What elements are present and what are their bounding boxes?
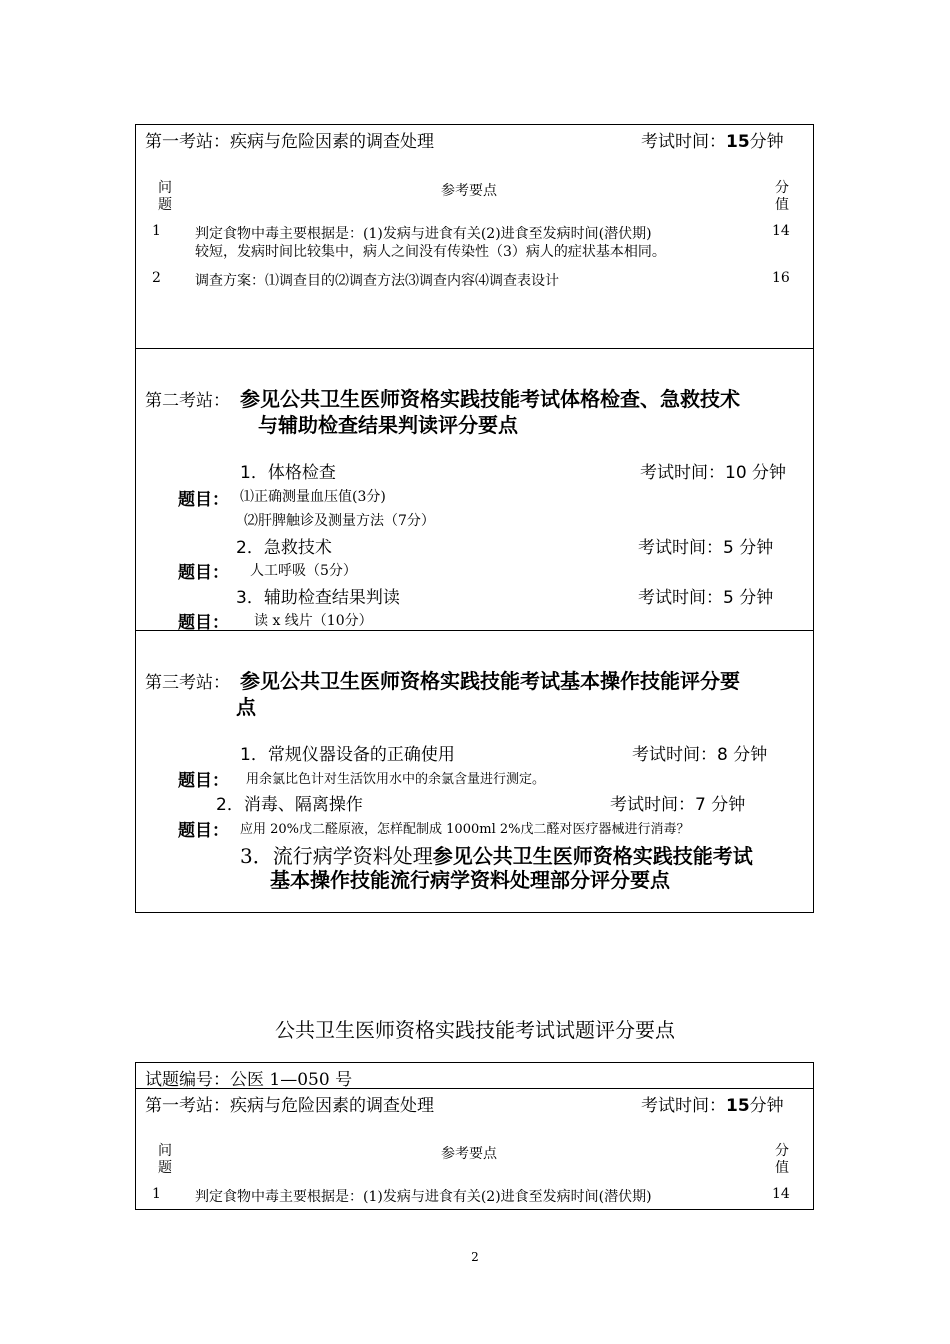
station3-title-line2: 点 [236, 695, 256, 719]
section2-time-label: 考试时间： [641, 1096, 726, 1116]
section2-col-question: 问 题 [158, 1143, 172, 1176]
station1-row2-no: 2 [152, 270, 161, 286]
section2-col-reference: 参考要点 [441, 1146, 497, 1162]
section2-time [641, 1091, 784, 1116]
station2-item1-topic2: ⑵肝脾触诊及测量方法（7分） [244, 513, 435, 529]
station1-col-reference: 参考要点 [441, 183, 497, 199]
station1-title: 第一考站：疾病与危险因素的调查处理 [145, 132, 434, 152]
station2-title-line1: 参见公共卫生医师资格实践技能考试体格检查、急救技术 [240, 387, 740, 411]
station3-item1-topic: 用余氯比色计对生活饮用水中的余氯含量进行测定。 [246, 772, 546, 787]
station3-item2-heading: 2．消毒、隔离操作 [216, 795, 363, 815]
station2-item3-heading: 3．辅助检查结果判读 [236, 588, 400, 608]
station3-item1-time: 考试时间：8 分钟 [632, 745, 768, 765]
section2-row1-text: 判定食物中毒主要根据是：(1)发病与进食有关(2)进食至发病时间(潜伏期) [195, 1189, 652, 1205]
section2-heading: 公共卫生医师资格实践技能考试试题评分要点 [275, 1018, 675, 1042]
station1-time [641, 127, 784, 152]
station2-item2-topic-label: 题目： [178, 563, 229, 583]
station1-row1-text-line1: 判定食物中毒主要根据是：(1)发病与进食有关(2)进食至发病时间(潜伏期) [195, 226, 652, 242]
station2-item3-topic-label: 题目： [178, 613, 229, 633]
station1-col-question: 问 题 [158, 180, 172, 213]
section2-exam-no-value: 公医 1—050 号 [230, 1070, 353, 1090]
station3-item1-heading: 1．常规仪器设备的正确使用 [240, 745, 455, 765]
station2-prefix: 第二考站： [145, 391, 230, 411]
station1-row2-text: 调查方案：⑴调查目的⑵调查方法⑶调查内容⑷调查表设计 [195, 273, 559, 289]
station2-item2-time: 考试时间：5 分钟 [638, 538, 774, 558]
station3-item1-topic-label: 题目： [178, 771, 229, 791]
station3-prefix: 第三考站： [145, 673, 230, 693]
station2-item1-topic-label: 题目： [178, 490, 229, 510]
station2-item1-heading: 1．体格检查 [240, 463, 336, 483]
station2-item2-topic: 人工呼吸（5分） [250, 563, 357, 579]
section2-row1-no: 1 [152, 1186, 161, 1202]
section2-time-unit: 分钟 [749, 1096, 784, 1116]
section2-col-score: 分 值 [775, 1143, 789, 1176]
station1-row1-no: 1 [152, 223, 161, 239]
station1-row2-score: 16 [772, 270, 790, 286]
section2-station-title: 第一考站：疾病与危险因素的调查处理 [145, 1096, 434, 1116]
section2-exam-no-label: 试题编号： [145, 1070, 230, 1090]
station1-time-unit: 分钟 [749, 132, 784, 152]
station1-time-value: 15 [726, 132, 750, 152]
station2-item1-time: 考试时间：10 分钟 [640, 463, 787, 483]
section2-time-value: 15 [726, 1096, 750, 1116]
station3-item2-topic-label: 题目： [178, 821, 229, 841]
station2-item1-topic1: ⑴正确测量血压值(3分) [240, 489, 386, 505]
station3-item3-bold-line2: 基本操作技能流行病学资料处理部分评分要点 [270, 868, 670, 892]
station2-title-line2: 与辅助检查结果判读评分要点 [258, 413, 518, 437]
station2-item2-heading: 2．急救技术 [236, 538, 332, 558]
station1-col-score: 分 值 [775, 180, 789, 213]
station3-item2-topic: 应用 20%戊二醛原液，怎样配制成 1000ml 2%戊二醛对医疗器械进行消毒？ [240, 822, 690, 837]
station1-row1-text-line2: 较短，发病时间比较集中，病人之间没有传染性（3）病人的症状基本相同。 [195, 244, 666, 260]
page-number: 2 [471, 1250, 479, 1264]
station3-item3-prefix: 3．流行病学资料处理 [240, 844, 433, 868]
station2-item3-time: 考试时间：5 分钟 [638, 588, 774, 608]
divider-station2-3 [135, 630, 814, 631]
section2-exam-no [145, 1065, 352, 1090]
station3-title-line1: 参见公共卫生医师资格实践技能考试基本操作技能评分要 [240, 669, 740, 693]
station1-time-label: 考试时间： [641, 132, 726, 152]
station2-item3-topic: 读 x 线片（10分） [254, 613, 373, 629]
station3-item3-bold-line1: 参见公共卫生医师资格实践技能考试 [432, 844, 753, 868]
section2-row1-score: 14 [772, 1186, 790, 1202]
divider-station1-2 [135, 348, 814, 349]
station1-row1-score: 14 [772, 223, 790, 239]
station3-item2-time: 考试时间：7 分钟 [610, 795, 746, 815]
